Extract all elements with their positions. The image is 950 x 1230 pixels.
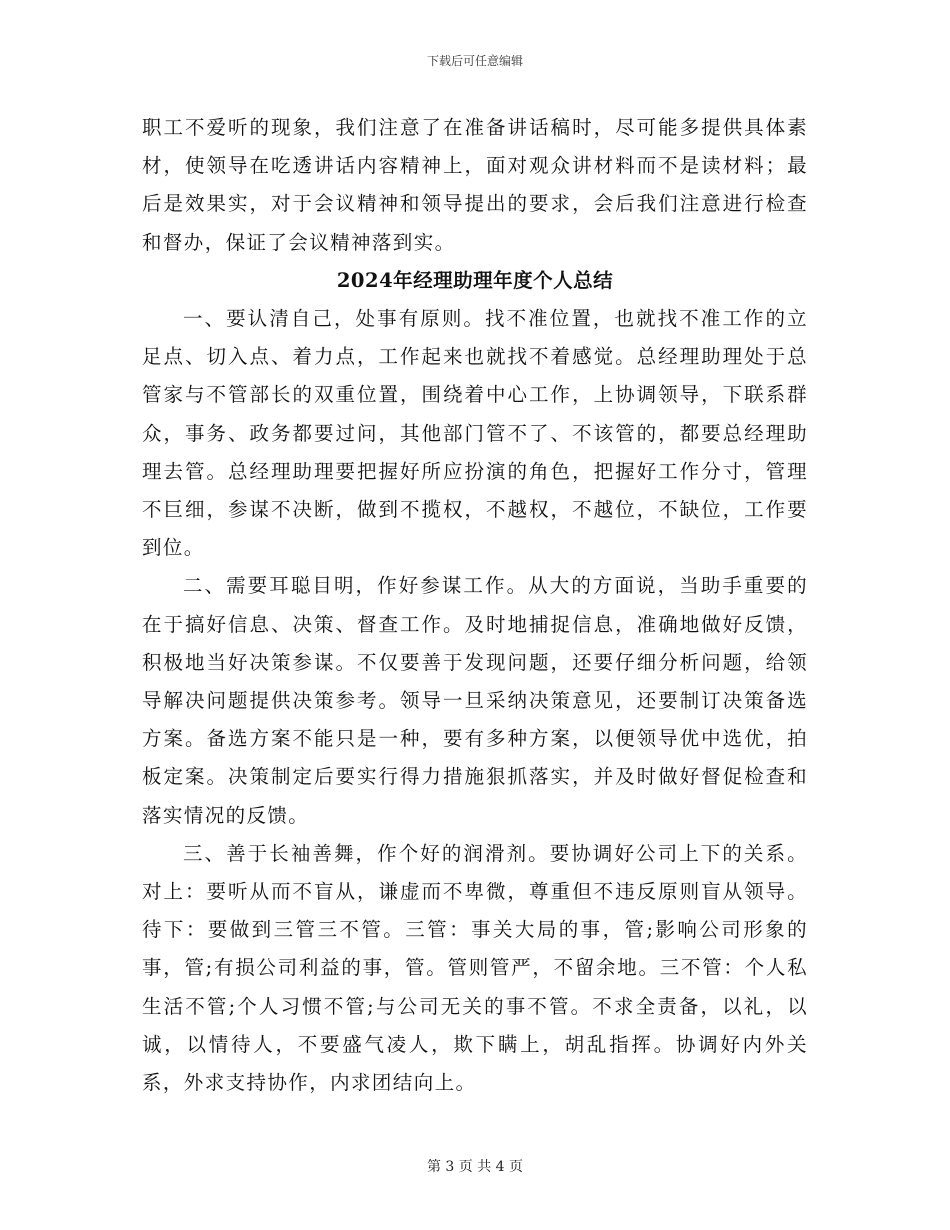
- paragraph-3: 三、善于长袖善舞，作个好的润滑剂。要协调好公司上下的关系。对上：要听从而不盲从，谦虚而不卑微，尊重但不违反原则盲从领导。待下：要做到三管三不管。三管：事关大局的事，管;影响公司形象的事，管;有损公司利益的事，管。管则管严，不留余地。三不管：个人私生活不管;个人习惯不管;与公司无关的事不管。不求全责备，以礼，以诚，以情待人，不要盛气凌人，欺下瞒上，胡乱指挥。协调好内外关系，外求支持协作，内求团结向上。: [142, 841, 808, 1095]
- paragraph-2: 二、需要耳聪目明，作好参谋工作。从大的方面说，当助手重要的在于搞好信息、决策、督查工作。及时地捕捉信息，准确地做好反馈，积极地当好决策参谋。不仅要善于发现问题，还要仔细分析问题，给领导解决问题提供决策参考。领导一旦采纳决策意见，还要制订决策备选方案。备选方案不能只是一种，要有多种方案，以便领导优中选优，拍板定案。决策制定后要实行得力措施狠抓落实，并及时做好督促检查和落实情况的反馈。: [142, 574, 808, 827]
- page-header: 下载后可任意编辑: [426, 54, 523, 68]
- document-title: 2024年经理助理年度个人总结: [336, 268, 614, 292]
- intro-paragraph: 职工不爱听的现象，我们注意了在准备讲话稿时，尽可能多提供具体素材，使领导在吃透讲话内容精神上，面对观众讲材料而不是读材料；最后是效果实，对于会议精神和领导提出的要求，会后我们注意进行检查和督办，保证了会议精神落到实。: [142, 116, 808, 254]
- document-body: [142, 109, 808, 1102]
- paragraph-1: 一、要认清自己，处事有原则。找不准位置，也就找不准工作的立足点、切入点、着力点，工作起来也就找不着感觉。总经理助理处于总管家与不管部长的双重位置，围绕着中心工作，上协调领导，下联系群众，事务、政务都要过问，其他部门管不了、不该管的，都要总经理助理去管。总经理助理要把握好所应扮演的角色，把握好工作分寸，管理不巨细，参谋不决断，做到不揽权，不越权，不越位，不缺位，工作要到位。: [142, 307, 808, 560]
- page-footer: 第 3 页 共 4 页: [426, 1159, 524, 1175]
